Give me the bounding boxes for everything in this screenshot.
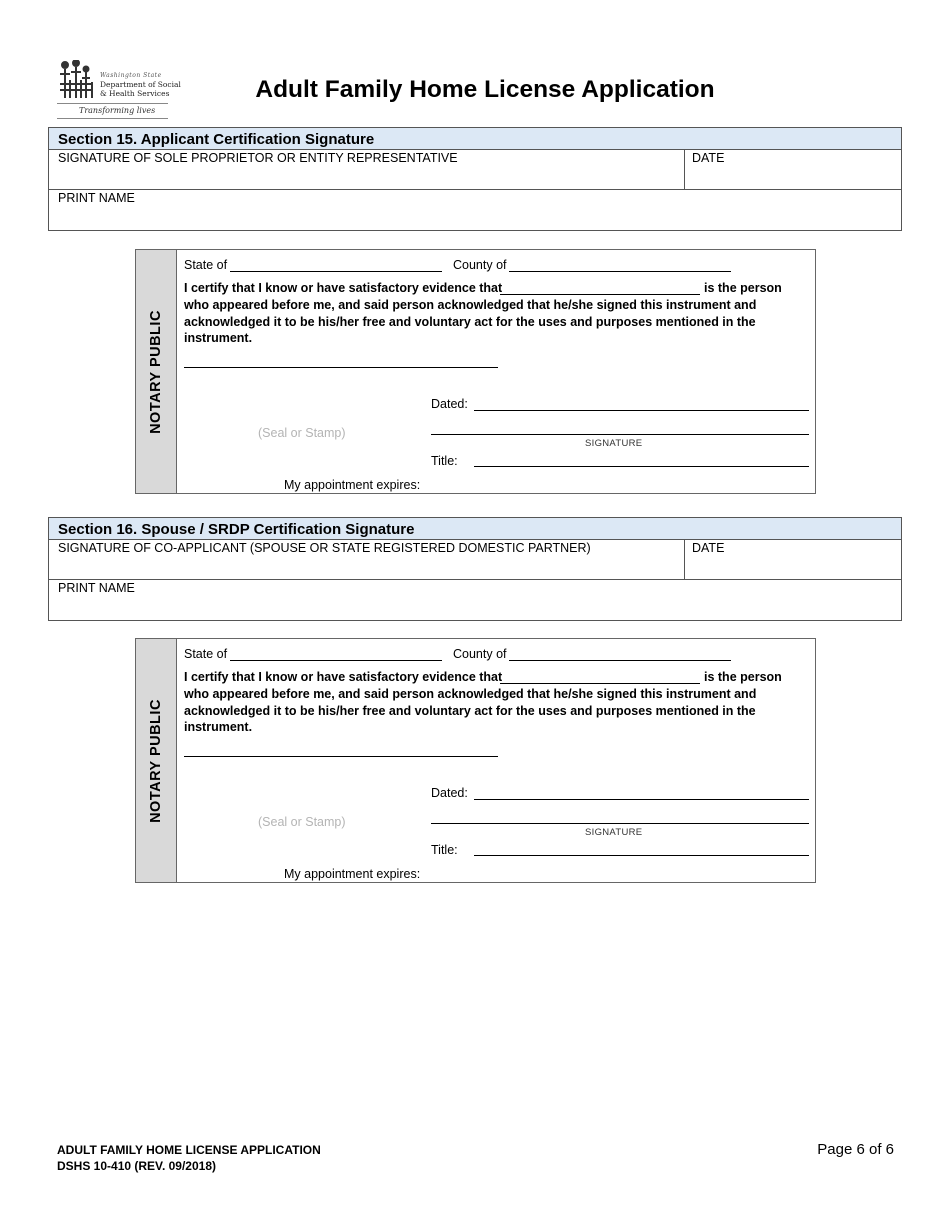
- notary-dated-label: Dated:: [431, 397, 468, 411]
- notary-signature-caption: SIGNATURE: [585, 438, 643, 449]
- section-16-signature-field[interactable]: [49, 540, 685, 579]
- notary-cert-suffix: is the person: [704, 281, 782, 295]
- notary-signature-caption: SIGNATURE: [585, 827, 643, 838]
- logo-rule-bottom: [57, 118, 168, 119]
- notary-dated-label: Dated:: [431, 786, 468, 800]
- footer-form-name: ADULT FAMILY HOME LICENSE APPLICATION: [57, 1143, 321, 1157]
- notary-appointment-label: My appointment expires:: [284, 478, 421, 492]
- section-16-date-label: DATE: [692, 541, 725, 555]
- notary-title-label: Title:: [431, 843, 458, 857]
- notary-seal-placeholder: (Seal or Stamp): [258, 426, 346, 440]
- logo-dept-line2: & Health Services: [100, 89, 170, 98]
- logo-tagline: Transforming lives: [79, 106, 156, 115]
- section-15: [48, 127, 902, 231]
- notary-block-1: [135, 249, 816, 494]
- notary-county-input[interactable]: [509, 271, 731, 272]
- section-16-signature-row: [49, 540, 901, 580]
- notary-officer-signature-input[interactable]: [431, 823, 809, 824]
- notary-county-label: County of: [453, 647, 507, 661]
- page-title: Adult Family Home License Application: [255, 76, 715, 103]
- notary-person-name-input[interactable]: [500, 294, 700, 295]
- section-16-print-name-field[interactable]: [49, 580, 901, 620]
- section-15-print-name-field[interactable]: [49, 190, 901, 230]
- logo-dept-line1: Department of Social: [100, 80, 181, 89]
- notary-block-2: [135, 638, 816, 883]
- footer-form-number: DSHS 10-410 (REV. 09/2018): [57, 1159, 216, 1173]
- notary-county-label: County of: [453, 258, 507, 272]
- notary-title-input[interactable]: [474, 855, 809, 856]
- section-16-print-name-label: PRINT NAME: [58, 581, 135, 595]
- notary-officer-signature-input[interactable]: [431, 434, 809, 435]
- notary-person-name-input[interactable]: [500, 683, 700, 684]
- notary-cert-text: who appeared before me, and said person acknowledged that he/she signed this instrument and acknowledged it to be his/her free and voluntary act for the uses and purposes mentioned in the instrument.: [184, 687, 757, 734]
- notary-cert-prefix: I certify that I know or have satisfactory evidence that: [184, 670, 503, 684]
- notary-side-label: NOTARY PUBLIC: [136, 250, 177, 493]
- section-15-signature-label: SIGNATURE OF SOLE PROPRIETOR OR ENTITY REPRESENTATIVE: [58, 151, 458, 165]
- section-16-date-field[interactable]: [685, 540, 901, 579]
- notary-state-input[interactable]: [230, 660, 442, 661]
- section-15-date-label: DATE: [692, 151, 725, 165]
- notary-state-label: State of: [184, 258, 228, 272]
- notary-dated-input[interactable]: [474, 799, 809, 800]
- notary-title-label: Title:: [431, 454, 458, 468]
- page-number: Page 6 of 6: [817, 1141, 894, 1158]
- notary-signature-line[interactable]: [184, 367, 498, 368]
- notary-title-input[interactable]: [474, 466, 809, 467]
- notary-cert-suffix: is the person: [704, 670, 782, 684]
- notary-cert-text: who appeared before me, and said person acknowledged that he/she signed this instrument and acknowledged it to be his/her free and voluntary act for the uses and purposes mentioned in the instrument.: [184, 298, 757, 345]
- section-16: [48, 517, 902, 621]
- section-16-heading: Section 16. Spouse / SRDP Certification Signature: [49, 518, 901, 540]
- section-16-signature-label: SIGNATURE OF CO-APPLICANT (SPOUSE OR STATE REGISTERED DOMESTIC PARTNER): [58, 541, 591, 555]
- section-15-signature-row: [49, 150, 901, 190]
- notary-signature-line[interactable]: [184, 756, 498, 757]
- notary-seal-placeholder: (Seal or Stamp): [258, 815, 346, 829]
- notary-state-label: State of: [184, 647, 228, 661]
- section-15-signature-field[interactable]: [49, 150, 685, 189]
- notary-appointment-label: My appointment expires:: [284, 867, 421, 881]
- notary-state-input[interactable]: [230, 271, 442, 272]
- notary-side-label: NOTARY PUBLIC: [136, 639, 177, 882]
- notary-county-input[interactable]: [509, 660, 731, 661]
- section-15-heading: Section 15. Applicant Certification Signature: [49, 128, 901, 150]
- logo-state: Washington State: [100, 72, 162, 79]
- notary-cert-prefix: I certify that I know or have satisfactory evidence that: [184, 281, 503, 295]
- section-15-date-field[interactable]: [685, 150, 901, 189]
- notary-dated-input[interactable]: [474, 410, 809, 411]
- section-15-print-name-label: PRINT NAME: [58, 191, 135, 205]
